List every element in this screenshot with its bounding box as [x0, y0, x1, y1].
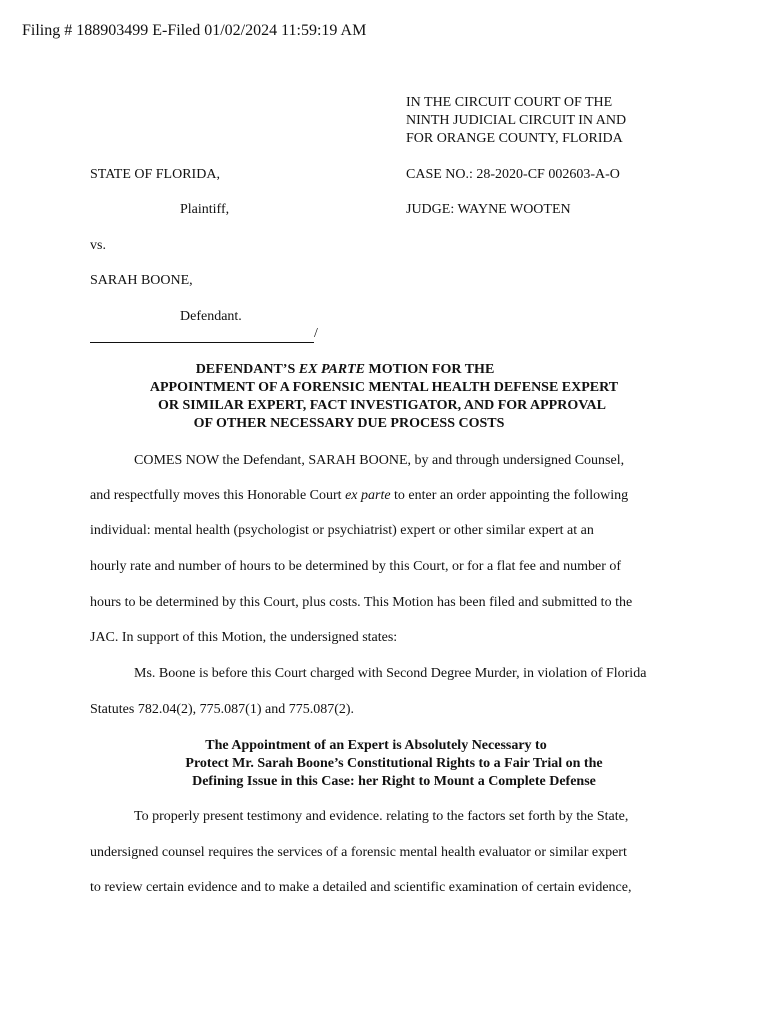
motion-title-line-4: OF OTHER NECESSARY DUE PROCESS COSTS — [193, 416, 505, 431]
section-heading — [90, 737, 678, 791]
filing-header: Filing # 188903499 E-Filed 01/02/2024 11:59:19 AM — [22, 22, 367, 39]
section-heading-line-2: Protect Mr. Sarah Boone’s Constitutional Rights to a Fair Trial on the — [185, 756, 603, 771]
section-heading-line-1: The Appointment of an Expert is Absolutely Necessary to — [205, 738, 547, 753]
motion-title — [90, 361, 678, 433]
body1-line-3: individual: mental health (psychologist or psychiatrist) expert or other similar expert at an — [90, 523, 594, 538]
plaintiff-role: Plaintiff, — [180, 202, 230, 217]
court-line-1: IN THE CIRCUIT COURT OF THE — [406, 95, 613, 110]
court-line-3: FOR ORANGE COUNTY, FLORIDA — [406, 131, 623, 146]
caption-rule-end: / — [314, 326, 318, 341]
motion-title-line-3: OR SIMILAR EXPERT, FACT INVESTIGATOR, AND FOR APPROVAL — [158, 398, 606, 413]
judge-name: JUDGE: WAYNE WOOTEN — [406, 202, 571, 217]
motion-title-line-1: DEFENDANT’S EX PARTE MOTION FOR THE — [195, 362, 495, 377]
defendant-role: Defendant. — [180, 309, 242, 324]
body3-line-3: to review certain evidence and to make a detailed and scientific examination of certain evidence, — [90, 880, 632, 895]
case-number: CASE NO.: 28-2020-CF 002603-A-O — [406, 167, 620, 182]
body1-line-4: hourly rate and number of hours to be determined by this Court, or for a flat fee and number of — [90, 559, 622, 574]
defendant-name: SARAH BOONE, — [90, 273, 193, 288]
versus: vs. — [90, 238, 106, 253]
body1-line-2: and respectfully moves this Honorable Court ex parte to enter an order appointing the following — [90, 488, 629, 503]
body1-line-6: JAC. In support of this Motion, the undersigned states: — [90, 630, 398, 645]
body2-line-1: Ms. Boone is before this Court charged with Second Degree Murder, in violation of Florida — [134, 666, 647, 681]
plaintiff-name: STATE OF FLORIDA, — [90, 167, 220, 182]
court-line-2: NINTH JUDICIAL CIRCUIT IN AND — [406, 113, 627, 128]
section-heading-line-3: Defining Issue in this Case: her Right to Mount a Complete Defense — [192, 774, 596, 789]
body2-line-2: Statutes 782.04(2), 775.087(1) and 775.087(2). — [90, 702, 355, 717]
body3-line-2: undersigned counsel requires the services of a forensic mental health evaluator or similar expert — [90, 845, 627, 860]
body1-line-5: hours to be determined by this Court, plus costs. This Motion has been filed and submitted to the — [90, 595, 633, 610]
body1-line-1: COMES NOW the Defendant, SARAH BOONE, by and through undersigned Counsel, — [134, 453, 625, 468]
ex-parte-italic: EX PARTE — [298, 362, 366, 377]
motion-title-line-2: APPOINTMENT OF A FORENSIC MENTAL HEALTH DEFENSE EXPERT — [149, 380, 619, 395]
body3-line-1: To properly present testimony and evidence. relating to the factors set forth by the State, — [134, 809, 629, 824]
caption-rule — [90, 342, 314, 343]
